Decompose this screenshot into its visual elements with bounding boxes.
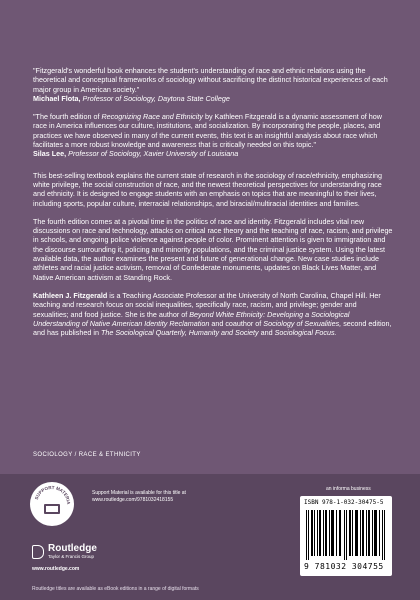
publisher-band — [0, 474, 420, 600]
bio-book: Beyond White Ethnicity: Developing a Sociological Understanding of Native American Identity Reclamation — [33, 309, 350, 328]
barcode-number: 9 781032 304755 — [304, 562, 384, 571]
description-paragraph: The fourth edition comes at a pivotal time in the politics of race and identity. Fitzgerald includes vital new discussions on race and technology, attacks on critical race theory and the teaching of race, racism, and privilege in schools, and ongoing police violence against people of color. Prominent attention is given to immigration and the discourse surrounding it, policing and minority populations, and the criminal justice system. Using the latest available data, the author examines the present and future of generational change. New case studies include athletes and racial justice activism, removal of Confederate monuments, updates on Black Lives Matter, and Native American activism at Standing Rock. — [33, 216, 393, 282]
quote-text-suffix: by Kathleen Fitzgerald is a dynamic assessment of how race in America influences our culture, institutions, and socialization. By incorporating the people, places, and practices we have observed in many of the current events, this text is an insightful analysis about race which facilitates a more robust knowledge and awareness that is critically needed on this topic." — [33, 112, 382, 150]
bio-text: is a Teaching Associate Professor at the University of North Carolina, Chapel Hill. Her teaching and research focus on social inequalities, specifically race, racism, and privilege; gender and sexualities; and food justice. She is the author of — [33, 290, 381, 319]
bio-text: and coauthor of — [209, 318, 264, 328]
quote-attribution — [33, 149, 238, 158]
bio-text: and — [258, 328, 275, 338]
ebook-footnote: Routledge titles are available as eBook editions in a range of digital formats — [32, 586, 199, 592]
author-name: Kathleen J. Fitzgerald — [33, 290, 108, 300]
quote-text: "Fitzgerald's wonderful book enhances the student's understanding of race and ethnic relations using the theoretical and conceptual frameworks of sociology without sacrificing the distinct historical experiences of each major group in American society." — [33, 66, 388, 94]
support-material-badge-text: SUPPORT MATERIA — [33, 484, 72, 505]
support-url: www.routledge.com/9781032418155 — [92, 497, 174, 503]
subject-category: SOCIOLOGY / RACE & ETHNICITY — [33, 452, 141, 458]
publisher-name: Routledge — [48, 543, 97, 554]
description-paragraph: This best-selling textbook explains the current state of research in the sociology of race/ethnicity, emphasizing white privilege, the social construction of race, and the newest theoretical perspectives for understanding race and ethnicity. It is designed to engage students with an emphasis on topics that are meaningful to their lives, including sports, popular culture, interracial relationships, and biracial/multiracial identities and families. — [33, 170, 383, 208]
quote-text-prefix: "The fourth edition of — [33, 112, 102, 122]
informa-tagline: an informa business — [326, 486, 371, 492]
support-material-text — [92, 490, 186, 504]
routledge-mark-icon — [32, 545, 44, 559]
quote-role: Professor of Sociology, Xavier University of Louisiana — [68, 149, 239, 159]
publisher-url: www.routledge.com — [32, 566, 80, 572]
publisher-subname: Taylor & Francis Group — [48, 554, 95, 559]
bio-journal: Sociological Focus. — [274, 328, 337, 338]
bio-journals: The Sociological Quarterly, Humanity and Society — [100, 328, 259, 338]
cover-text — [33, 66, 393, 346]
isbn-barcode — [300, 496, 392, 576]
quote-role: Professor of Sociology, Daytona State College — [82, 93, 230, 103]
bio-book: Sociology of Sexualities, — [263, 318, 342, 328]
isbn-label: ISBN 978-1-032-30475-5 — [304, 499, 384, 506]
support-material-icon — [30, 482, 74, 526]
quote-author: Silas Lee, — [33, 149, 67, 159]
barcode-icon — [306, 510, 386, 560]
endorsement-1 — [33, 66, 393, 103]
quote-book-title: Recognizing Race and Ethnicity — [101, 112, 203, 122]
endorsement-2 — [33, 112, 393, 158]
bio-text: second edition, and has published in — [33, 318, 392, 338]
support-line: Support Material is available for this title at — [92, 490, 186, 496]
quote-attribution — [33, 94, 230, 103]
author-bio — [33, 291, 393, 337]
routledge-logo — [32, 544, 97, 559]
quote-author: Michael Flota, — [33, 93, 81, 103]
support-material-badge — [30, 482, 74, 526]
